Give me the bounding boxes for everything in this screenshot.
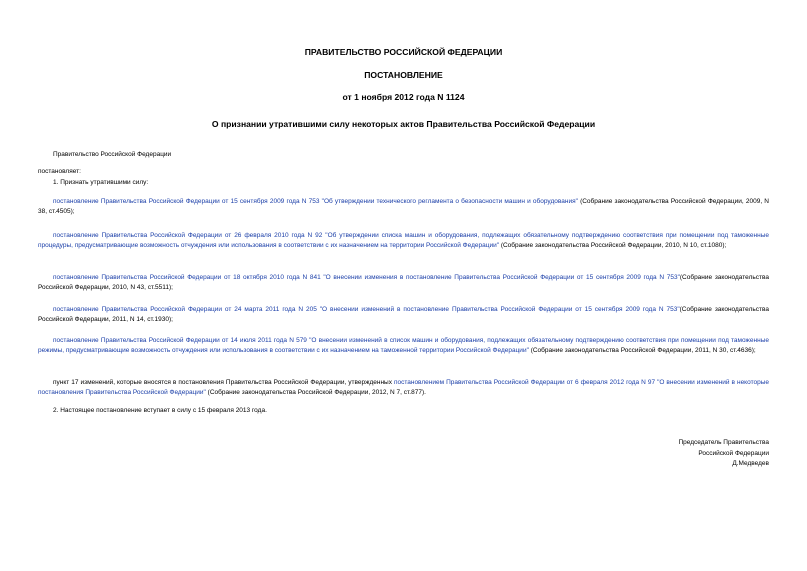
signature-position-line2: Российской Федерации [698,449,769,457]
intro-resolves: постановляет: [38,168,81,175]
signature-name: Д.Медведев [732,460,769,467]
act-paragraph-5 [38,336,769,356]
document-type-heading: ПОСТАНОВЛЕНИЕ [364,70,443,80]
act-link-5[interactable]: постановление Правительства Российской Федерации от 14 июля 2011 года N 579 "О внесении изменений в список машин и оборудования, подлежащих обязательному подтверждению соответствия при помещении под таможенные режимы, предусматривающие возможность отчуждения или использования в соответствии с их назначением на таможенной территории Российской Федерации" [38,337,769,354]
document-date-heading: от 1 ноября 2012 года N 1124 [342,92,465,102]
act-link-3[interactable]: постановление Правительства Российской Федерации от 18 октября 2010 года N 841 "О внесении изменения в постановление Правительства Российской Федерации от 15 сентября 2009 года N 753" [53,274,680,281]
act-link-4[interactable]: постановление Правительства Российской Федерации от 24 марта 2011 года N 205 "О внесении изменений в постановление Правительства Российской Федерации от 15 сентября 2009 года N 753" [53,306,680,313]
act-link-2[interactable]: постановление Правительства Российской Федерации от 26 февраля 2010 года N 92 "Об утверждении списка машин и оборудования, подлежащих обязательному подтверждению соответствия при помещении под таможенные процедуры, предусматривающие возможность отчуждения или использования в соответствии с их назначением на территории Российской Федерации" [38,232,769,249]
act-source-1: (Собрание законодательства Российской Федерации, 2009, N 38, ст.4505); [38,198,769,215]
document-title: О признании утратившими силу некоторых актов Правительства Российской Федерации [211,119,596,129]
signature-position-line1: Председатель Правительства [678,439,769,446]
act-paragraph-4 [38,305,769,325]
act-link-1[interactable]: постановление Правительства Российской Федерации от 15 сентября 2009 года N 753 "Об утверждении технического регламента о безопасности машин и оборудования" [53,198,578,205]
act-source-2: (Собрание законодательства Российской Федерации, 2010, N 10, ст.1080); [499,241,727,249]
item-1: 1. Признать утратившими силу: [53,179,149,186]
act-source-5: (Собрание законодательства Российской Федерации, 2011, N 30, ст.4636); [528,346,756,354]
act-paragraph-3 [38,273,769,293]
act-source-6: (Собрание законодательства Российской Федерации, 2012, N 7, ст.877). [205,388,426,396]
issuer-heading: ПРАВИТЕЛЬСТВО РОССИЙСКОЙ ФЕДЕРАЦИИ [304,47,503,57]
act-paragraph-6 [38,378,769,398]
act-paragraph-2 [38,231,769,251]
act-paragraph-1 [38,197,769,217]
act-link-6[interactable]: постановлением Правительства Российской Федерации от 6 февраля 2012 года N 97 "О внесении изменений в некоторые постановления Правительства Российской Федерации" [38,379,769,396]
item-2: 2. Настоящее постановление вступает в силу с 15 февраля 2013 года. [53,407,267,414]
intro-government: Правительство Российской Федерации [53,151,172,158]
act-source-3: (Собрание законодательства Российской Федерации, 2010, N 43, ст.5511); [38,274,769,291]
act-source-4: (Собрание законодательства Российской Федерации, 2011, N 14, ст.1930); [38,306,769,323]
signature-block [678,438,769,470]
act-prefix-6: пункт 17 изменений, которые вносятся в постановления Правительства Российской Федерации, утвержденных [53,379,394,386]
